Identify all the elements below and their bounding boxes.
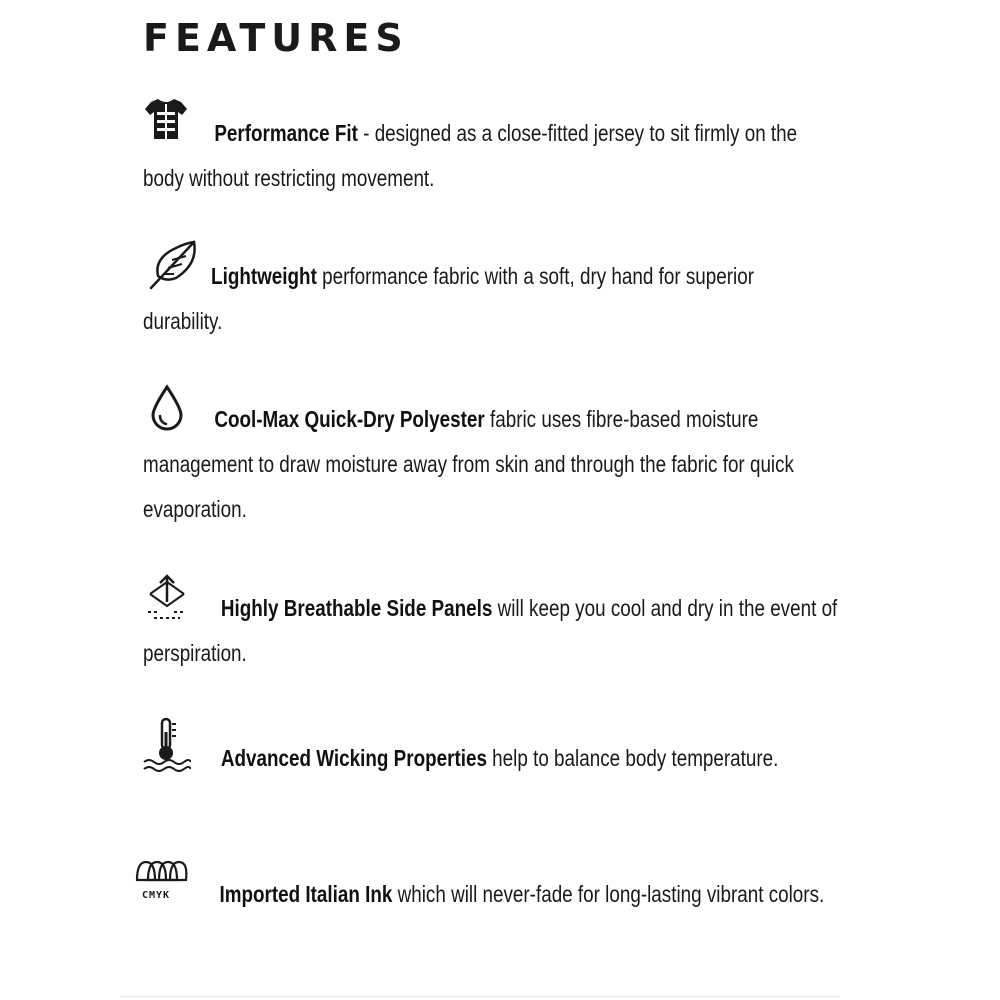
feature-description: performance fabric with a soft, dry hand for superior durability.	[143, 263, 754, 334]
feature-description: - designed as a close-fitted jersey to sit firmly on the body without restricting movement.	[143, 120, 798, 191]
cmyk-label: CMYK	[142, 890, 171, 901]
feature-title: Highly Breathable Side Panels	[220, 595, 493, 621]
feature-title: Imported Italian Ink	[219, 881, 393, 907]
feature-description: which will never-fade for long-lasting vibrant colors.	[392, 881, 825, 907]
feature-text	[143, 254, 799, 344]
feature-text	[143, 736, 799, 781]
feature-description: fabric uses fibre-based moisture management to draw moisture away from skin and through the fabric for quick evaporation.	[143, 406, 794, 522]
feature-description: will keep you cool and dry in the event of perspiration.	[143, 595, 838, 666]
page-title: FEATURES	[143, 16, 409, 60]
feature-text	[135, 872, 873, 917]
feature-text	[143, 397, 865, 532]
feature-title: Lightweight	[211, 263, 317, 289]
feature-description: help to balance body temperature.	[486, 745, 779, 771]
feature-text	[143, 586, 881, 676]
feature-title: Advanced Wicking Properties	[220, 745, 487, 771]
feature-title: Cool-Max Quick-Dry Polyester	[214, 406, 485, 432]
feature-title: Performance Fit	[214, 120, 358, 146]
bottom-divider	[120, 996, 840, 997]
feature-text	[143, 111, 799, 201]
